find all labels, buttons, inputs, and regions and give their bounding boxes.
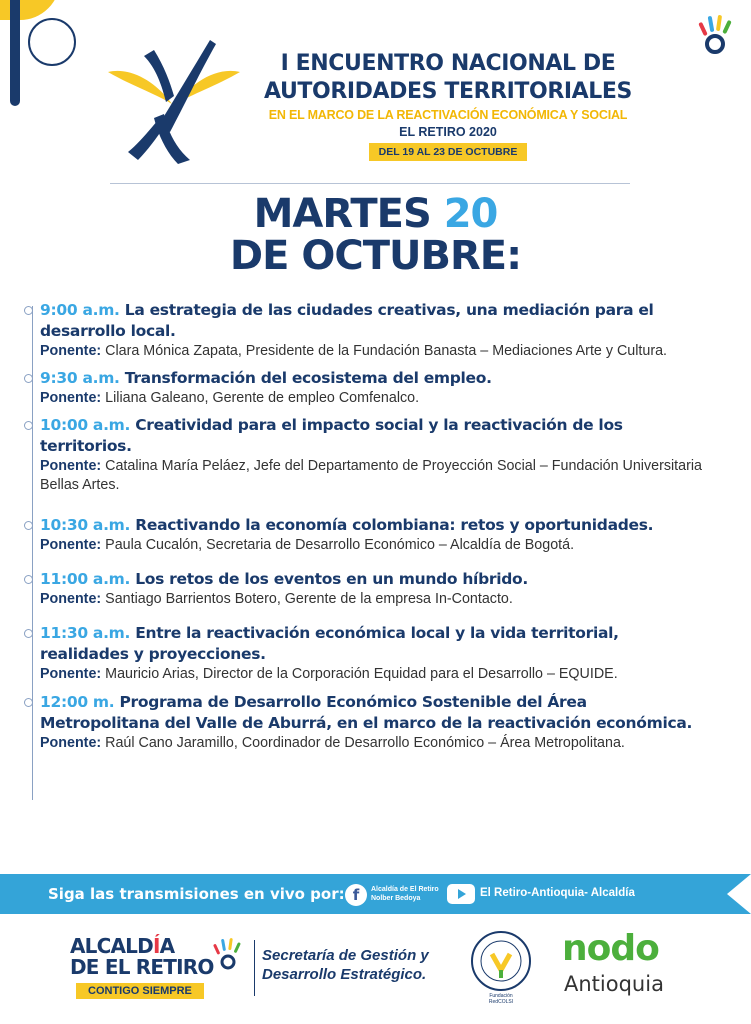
alcaldia-logo: [70, 936, 250, 1006]
secretaria-line1: Secretaría de Gestión y: [262, 947, 429, 964]
facebook-page-link[interactable]: [371, 885, 439, 903]
agenda-time: 9:00 a.m.: [40, 301, 120, 319]
agenda-time: 11:30 a.m.: [40, 624, 131, 642]
agenda-item: [40, 415, 710, 495]
agenda-title: Programa de Desarrollo Económico Sostenible del Área Metropolitana del Valle de Aburrá, en el marco de la reactivación económica.: [40, 693, 693, 732]
agenda-speaker: Catalina María Peláez, Jefe del Departamento de Proyección Social – Fundación Universitaria Bellas Artes.: [40, 458, 702, 493]
event-header: [248, 50, 648, 161]
corner-decoration: [0, 0, 60, 20]
event-place: EL RETIRO 2020: [399, 125, 497, 139]
agenda-title: La estrategia de las ciudades creativas, una mediación para el desarrollo local.: [40, 301, 654, 340]
banner-arrow-tip: [727, 874, 751, 914]
agenda-speaker: Paula Cucalón, Secretaria de Desarrollo Económico – Alcaldía de Bogotá.: [105, 537, 575, 553]
agenda-title: Los retos de los eventos en un mundo híbrido.: [135, 570, 528, 588]
facebook-page-line2: Nolber Bedoya: [371, 895, 421, 902]
speaker-label: Ponente:: [40, 390, 102, 406]
speaker-label: Ponente:: [40, 735, 102, 751]
footer-separator: [254, 940, 255, 996]
agenda-item: [40, 692, 710, 753]
facebook-icon[interactable]: f: [345, 884, 367, 906]
agenda-item: [40, 300, 710, 361]
agenda-title: Transformación del ecosistema del empleo.: [124, 369, 492, 387]
alcaldia-word-a: ALCALD: [70, 934, 153, 958]
agenda-speaker: Liliana Galeano, Gerente de empleo Comfenalco.: [105, 390, 420, 406]
hand-logo-icon: [695, 12, 739, 56]
youtube-icon[interactable]: [447, 884, 475, 904]
event-title-line2: AUTORIDADES TERRITORIALES: [264, 79, 632, 104]
agenda-item: [40, 368, 710, 408]
timeline-dot: [24, 629, 33, 638]
alcaldia-word-i: Í: [152, 934, 160, 958]
corner-ring-decoration: [28, 18, 76, 66]
agenda-speaker: Raúl Cano Jaramillo, Coordinador de Desarrollo Económico – Área Metropolitana.: [105, 735, 625, 751]
timeline-dot: [24, 521, 33, 530]
redcolsi-caption-1: Fundación: [489, 993, 513, 999]
event-title-line1: I ENCUENTRO NACIONAL DE: [280, 51, 616, 76]
agenda-time: 10:00 a.m.: [40, 416, 131, 434]
redcolsi-seal-icon: [470, 930, 532, 992]
speaker-label: Ponente:: [40, 537, 102, 553]
nodo-word: nodo: [562, 928, 659, 969]
timeline-dot: [24, 374, 33, 383]
youtube-channel-link[interactable]: El Retiro-Antioquia- Alcaldía: [480, 887, 635, 899]
agenda-time: 11:00 a.m.: [40, 570, 131, 588]
day-weekday: MARTES: [253, 191, 431, 237]
agenda-list: [40, 300, 710, 753]
agenda-time: 9:30 a.m.: [40, 369, 120, 387]
agenda-item: [40, 569, 710, 609]
agenda-speaker: Santiago Barrientos Botero, Gerente de la empresa In-Contacto.: [105, 591, 513, 607]
nodo-antioquia-logo: [562, 928, 692, 1008]
secretaria-line2: Desarrollo Estratégico.: [262, 966, 427, 983]
alcaldia-word-c: A: [159, 934, 175, 958]
agenda-speaker: Clara Mónica Zapata, Presidente de la Fundación Banasta – Mediaciones Arte y Cultura.: [105, 343, 668, 359]
secretaria-text: [262, 946, 429, 984]
alcaldia-hand-icon: [210, 936, 246, 972]
nodo-subtitle: Antioquia: [564, 972, 664, 996]
facebook-page-line1: Alcaldía de El Retiro: [371, 886, 439, 893]
redcolsi-caption-2: RedCOLSI: [488, 999, 514, 1005]
speaker-label: Ponente:: [40, 458, 102, 474]
corner-bar-decoration: [10, 0, 20, 106]
agenda-time: 10:30 a.m.: [40, 516, 131, 534]
speaker-label: Ponente:: [40, 666, 102, 682]
alcaldia-line2: DE EL RETIRO: [70, 955, 214, 979]
agenda-item: [40, 515, 710, 555]
agenda-item: [40, 623, 710, 684]
timeline-dot: [24, 306, 33, 315]
header-divider: [110, 183, 630, 184]
timeline-dot: [24, 698, 33, 707]
stream-banner-text: Siga las transmisiones en vivo por:: [48, 885, 345, 903]
agenda-title: Reactivando la economía colombiana: retos y oportunidades.: [135, 516, 654, 534]
alcaldia-badge: CONTIGO SIEMPRE: [76, 983, 204, 999]
speaker-label: Ponente:: [40, 343, 102, 359]
timeline-dot: [24, 575, 33, 584]
agenda-title: Creatividad para el impacto social y la reactivación de los territorios.: [40, 416, 623, 455]
timeline-dot: [24, 421, 33, 430]
agenda-speaker: Mauricio Arias, Director de la Corporación Equidad para el Desarrollo – EQUIDE.: [105, 666, 618, 682]
agenda-time: 12:00 m.: [40, 693, 115, 711]
agenda-title: Entre la reactivación económica local y la vida territorial, realidades y proyecciones.: [40, 624, 619, 663]
day-month: DE OCTUBRE:: [229, 233, 522, 279]
event-dates-badge: DEL 19 AL 23 DE OCTUBRE: [369, 143, 528, 161]
event-logo: [104, 36, 244, 166]
speaker-label: Ponente:: [40, 591, 102, 607]
event-subtitle: EN EL MARCO DE LA REACTIVACIÓN ECONÓMICA Y SOCIAL: [268, 108, 628, 122]
day-number: 20: [443, 191, 498, 237]
day-title: [0, 193, 751, 277]
